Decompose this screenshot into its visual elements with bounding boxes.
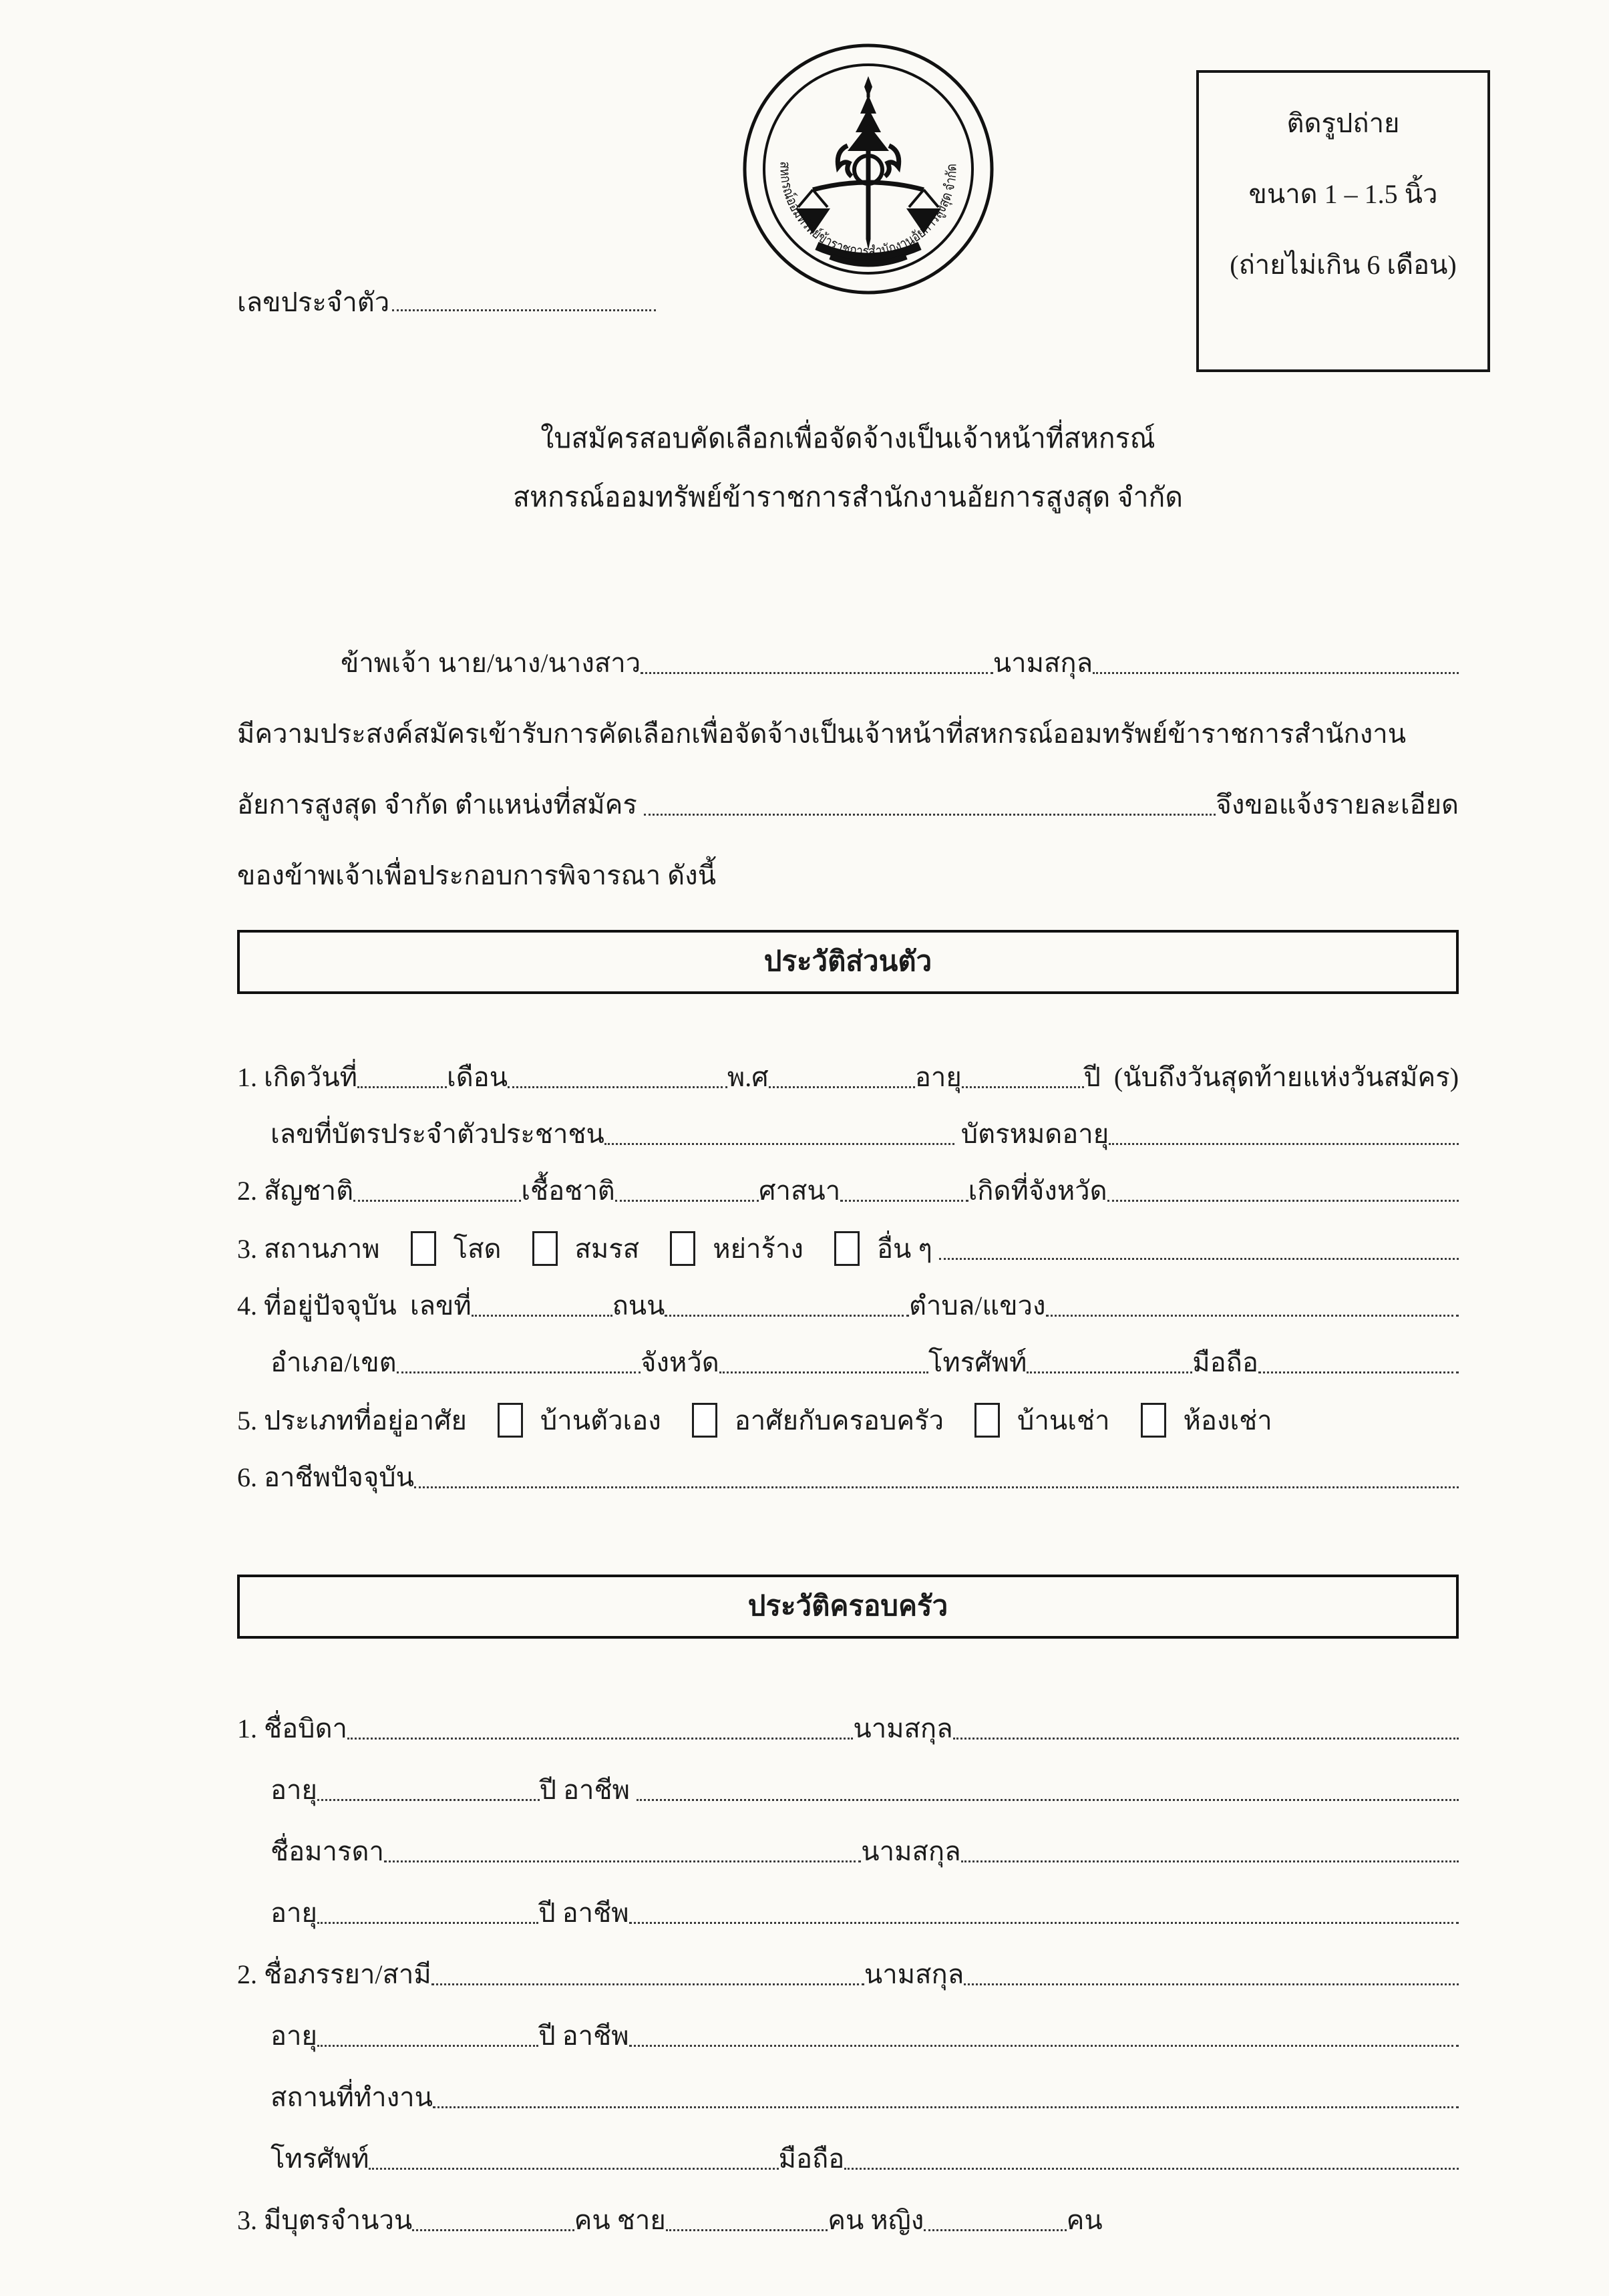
form-label: ห้องเช่า <box>1183 1406 1272 1436</box>
form-label: เลขที่บัตรประจำตัวประชาชน <box>271 1119 604 1149</box>
form-line <box>237 2204 1459 2237</box>
section-header-family: ประวัติครอบครัว <box>237 1575 1459 1639</box>
form-label: คน หญิง <box>828 2205 924 2235</box>
checkbox <box>670 1231 695 1266</box>
family-history-section <box>237 1712 1459 2237</box>
form-line <box>237 1774 1459 1807</box>
dotted-blank <box>844 2168 1459 2170</box>
form-label: ปี อาชีพ <box>538 1898 629 1928</box>
dotted-blank <box>719 1371 928 1373</box>
dotted-blank <box>357 1086 447 1088</box>
form-line <box>237 2081 1459 2114</box>
checkbox <box>1141 1403 1166 1438</box>
dotted-blank <box>392 287 656 311</box>
form-label: นามสกุล <box>864 1959 964 1989</box>
form-title <box>237 409 1459 526</box>
form-title-line1: ใบสมัครสอบคัดเลือกเพื่อจัดจ้างเป็นเจ้าหน้าที่สหกรณ์ <box>540 423 1155 454</box>
form-label: บ้านเช่า <box>1017 1406 1110 1436</box>
form-label: สถานที่ทำงาน <box>271 2082 433 2112</box>
form-label: ข้าพเจ้า นาย/นาง/นางสาว <box>341 648 641 678</box>
form-label: เกิดที่จังหวัด <box>968 1176 1107 1206</box>
form-line <box>237 1461 1459 1494</box>
dotted-blank <box>615 1200 759 1202</box>
checkbox <box>411 1231 436 1266</box>
form-line <box>237 2142 1459 2176</box>
form-label: หย่าร้าง <box>713 1234 803 1264</box>
cooperative-seal-logo <box>738 39 999 299</box>
id-number-line <box>237 286 656 319</box>
dotted-blank <box>953 1738 1459 1740</box>
dotted-blank <box>472 1315 612 1317</box>
dotted-blank <box>508 1086 727 1088</box>
dotted-blank <box>641 672 993 674</box>
form-line <box>237 1118 1459 1151</box>
form-line <box>237 1061 1459 1094</box>
form-label: 5. ประเภทที่อยู่อาศัย <box>237 1406 467 1436</box>
form-line <box>237 1897 1459 1930</box>
photo-box <box>1196 70 1490 372</box>
form-line <box>237 1403 1459 1438</box>
dotted-blank <box>637 1799 1459 1801</box>
form-label: อายุ <box>271 1775 317 1805</box>
dotted-blank <box>369 2168 778 2170</box>
intro-paragraph <box>237 647 1459 892</box>
checkbox <box>974 1403 1000 1438</box>
form-label: พ.ศ <box>727 1062 769 1092</box>
form-label: โสด <box>453 1234 502 1264</box>
form-label: บ้านตัวเอง <box>540 1406 661 1436</box>
form-label: อำเภอ/เขต <box>271 1347 397 1377</box>
form-label: 4. ที่อยู่ปัจจุบัน เลขที่ <box>237 1291 472 1321</box>
dotted-blank <box>1027 1371 1192 1373</box>
dotted-blank <box>384 1860 861 1862</box>
form-line <box>237 1835 1459 1868</box>
dotted-blank <box>665 1315 908 1317</box>
form-label: มีความประสงค์สมัครเข้ารับการคัดเลือกเพื่อจัดจ้างเป็นเจ้าหน้าที่สหกรณ์ออมทรัพย์ข้าราชการสำนักงาน <box>237 719 1407 749</box>
form-label: อายุ <box>271 1898 317 1928</box>
form-line <box>237 717 1459 751</box>
form-label: ปี (นับถึงวันสุดท้ายแห่งวันสมัคร) <box>1083 1062 1459 1092</box>
form-line <box>237 2019 1459 2053</box>
dotted-blank <box>962 1086 1084 1088</box>
form-line <box>237 647 1459 680</box>
form-label: 2. สัญชาติ <box>237 1176 354 1206</box>
section-header-personal: ประวัติส่วนตัว <box>237 930 1459 994</box>
form-label: อื่น ๆ <box>876 1234 939 1264</box>
form-label: ของข้าพเจ้าเพื่อประกอบการพิจารณา ดังนี้ <box>237 860 717 890</box>
form-label: สมรส <box>574 1234 640 1264</box>
dotted-blank <box>433 2106 1459 2108</box>
dotted-blank <box>414 1486 1459 1488</box>
form-label: คน ชาย <box>574 2205 666 2235</box>
form-label: จังหวัด <box>640 1347 719 1377</box>
form-label: โทรศัพท์ <box>928 1347 1027 1377</box>
dotted-blank <box>1107 1200 1459 1202</box>
dotted-blank <box>353 1200 521 1202</box>
dotted-blank <box>644 814 1216 816</box>
form-label: เดือน <box>447 1062 508 1092</box>
dotted-blank <box>1258 1371 1459 1373</box>
form-label: 3. มีบุตรจำนวน <box>237 2205 413 2235</box>
form-line <box>237 1958 1459 1991</box>
form-label: 2. ชื่อภรรยา/สามี <box>237 1959 431 1989</box>
dotted-blank <box>924 2229 1066 2231</box>
photo-box-line: ติดรูปถ่าย <box>1286 108 1400 138</box>
form-label: นามสกุล <box>861 1836 961 1866</box>
form-label: มือถือ <box>1192 1347 1258 1377</box>
form-label: ศาสนา <box>759 1176 841 1206</box>
dotted-blank <box>412 2229 574 2231</box>
photo-box-line: (ถ่ายไม่เกิน 6 เดือน) <box>1230 250 1457 280</box>
dotted-blank <box>1046 1315 1459 1317</box>
dotted-blank <box>840 1200 968 1202</box>
form-label: 1. ชื่อบิดา <box>237 1713 347 1744</box>
personal-history-section <box>237 1061 1459 1494</box>
seal-ring-text: สหกรณ์ออมทรัพย์ข้าราชการสำนักงานอัยการสูงสุด จำกัด <box>777 161 960 260</box>
form-label: คน <box>1066 2205 1103 2235</box>
dotted-blank <box>431 1983 864 1985</box>
form-line <box>237 1346 1459 1379</box>
form-content <box>237 409 1459 2265</box>
dotted-blank <box>939 1258 1459 1260</box>
form-line <box>237 1174 1459 1208</box>
dotted-blank <box>347 1738 853 1740</box>
checkbox <box>532 1231 558 1266</box>
form-label: โทรศัพท์ <box>271 2144 369 2174</box>
form-label: อายุ <box>914 1062 962 1092</box>
form-label: ปี อาชีพ <box>539 1775 637 1805</box>
checkbox <box>498 1403 523 1438</box>
form-label: ถนน <box>612 1291 665 1321</box>
form-label: จึงขอแจ้งรายละเอียด <box>1216 790 1459 820</box>
form-line <box>237 788 1459 822</box>
dotted-blank <box>397 1371 641 1373</box>
photo-box-line: ขนาด 1 – 1.5 นิ้ว <box>1248 179 1438 209</box>
dotted-blank <box>964 1983 1459 1985</box>
form-label: บัตรหมดอายุ <box>954 1119 1109 1149</box>
checkbox <box>692 1403 717 1438</box>
form-line <box>237 859 1459 892</box>
dotted-blank <box>1109 1143 1459 1145</box>
dotted-blank <box>629 2045 1459 2047</box>
form-label: 6. อาชีพปัจจุบัน <box>237 1462 414 1492</box>
form-label: นามสกุล <box>993 648 1093 678</box>
form-label: อายุ <box>271 2021 317 2051</box>
dotted-blank <box>317 2045 538 2047</box>
form-label: อาศัยกับครอบครัว <box>734 1406 944 1436</box>
form-label: 1. เกิดวันที่ <box>237 1062 358 1092</box>
form-label: ปี อาชีพ <box>538 2021 629 2051</box>
dotted-blank <box>629 1922 1459 1924</box>
dotted-blank <box>317 1922 538 1924</box>
form-label: มือถือ <box>778 2144 845 2174</box>
form-label: ตำบล/แขวง <box>908 1291 1046 1321</box>
dotted-blank <box>769 1086 915 1088</box>
form-line <box>237 1712 1459 1746</box>
dotted-blank <box>317 1799 540 1801</box>
form-label: 3. สถานภาพ <box>237 1234 380 1264</box>
form-line <box>237 1289 1459 1323</box>
form-label: นามสกุล <box>853 1713 953 1744</box>
checkbox <box>834 1231 860 1266</box>
form-label: เชื้อชาติ <box>521 1176 615 1206</box>
dotted-blank <box>666 2229 828 2231</box>
form-label: ชื่อมารดา <box>271 1836 384 1866</box>
dotted-blank <box>604 1143 954 1145</box>
form-title-line2: สหกรณ์ออมทรัพย์ข้าราชการสำนักงานอัยการสูงสุด จำกัด <box>512 482 1184 512</box>
dotted-blank <box>1093 672 1459 674</box>
id-number-label: เลขประจำตัว <box>237 287 390 317</box>
dotted-blank <box>961 1860 1459 1862</box>
form-line <box>237 1231 1459 1266</box>
form-label: อัยการสูงสุด จำกัด ตำแหน่งที่สมัคร <box>237 790 644 820</box>
